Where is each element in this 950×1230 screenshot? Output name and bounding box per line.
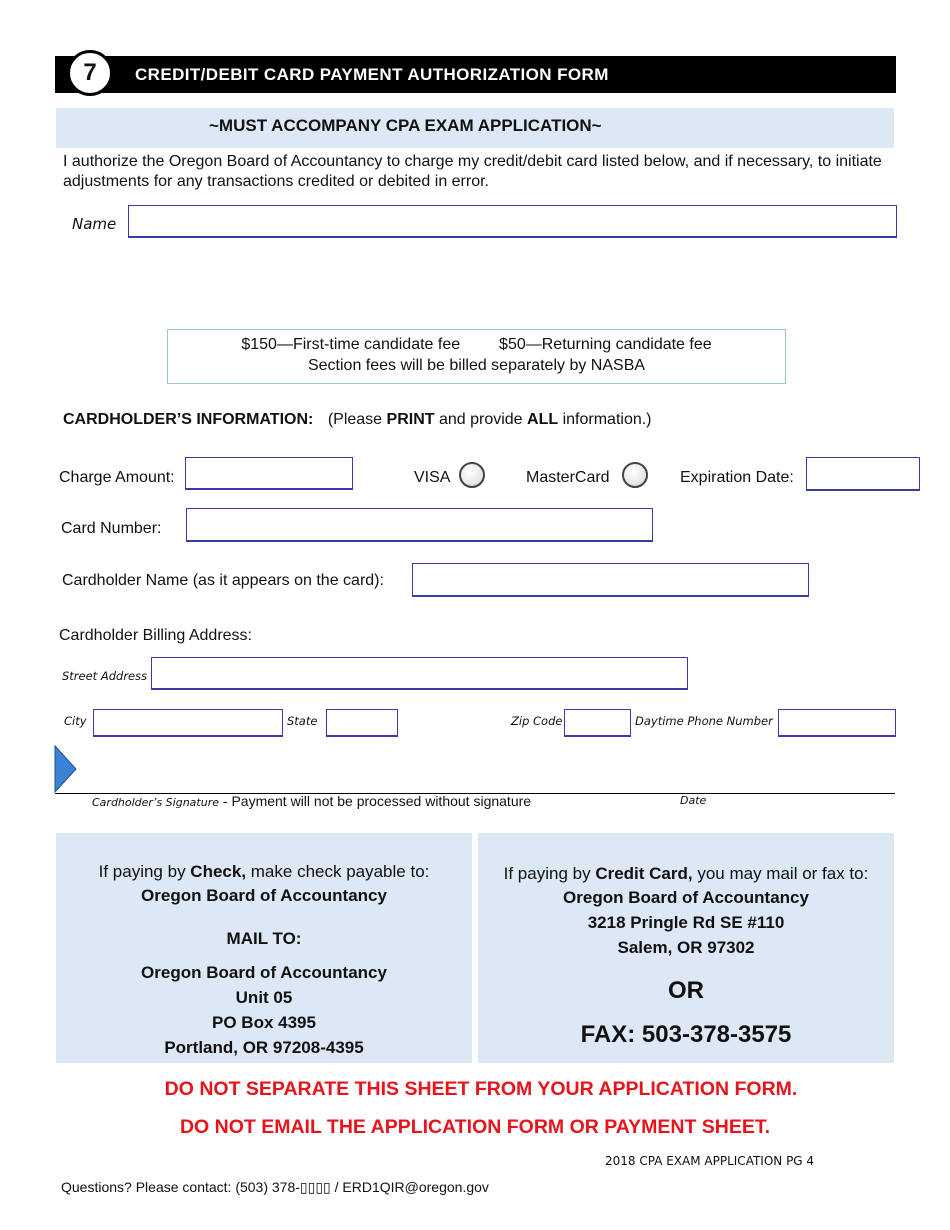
- mail-to-heading: MAIL TO:: [226, 929, 302, 948]
- section-number-badge: [67, 50, 113, 96]
- signature-caption: [92, 793, 531, 811]
- section-number: 7: [83, 59, 97, 86]
- card-number-input[interactable]: [186, 508, 653, 542]
- state-label: State: [287, 714, 318, 728]
- expiration-label: Expiration Date:: [680, 469, 794, 486]
- expiration-input[interactable]: [806, 457, 920, 491]
- mastercard-label: MasterCard: [526, 469, 610, 486]
- check-instruction: [56, 859, 472, 884]
- check-addr-4: Portland, OR 97208-4395: [164, 1038, 364, 1057]
- warning-email: DO NOT EMAIL THE APPLICATION FORM OR PAYMENT SHEET.: [179, 1116, 771, 1138]
- card-number-label: Card Number:: [61, 520, 162, 537]
- cardholder-name-label: Cardholder Name (as it appears on the card):: [62, 572, 384, 589]
- instr-prefix: (Please: [327, 411, 387, 428]
- first-time-fee: $150—First-time candidate fee: [241, 336, 461, 353]
- signature-label: Cardholder’s Signature: [92, 796, 219, 809]
- authorization-text: I authorize the Oregon Board of Accountancy to charge my credit/debit card listed below, and if necessary, to initiate adjustments for any transactions credited or debited in error.: [63, 153, 882, 190]
- check-suffix: make check payable to:: [246, 862, 430, 881]
- fax-number: FAX: 503-378-3575: [580, 1021, 792, 1048]
- instr-suffix: information.): [558, 411, 652, 428]
- signature-arrow-icon: [54, 745, 78, 793]
- date-label: Date: [680, 794, 707, 807]
- instr-all: ALL: [527, 411, 559, 428]
- mastercard-radio[interactable]: [622, 462, 648, 488]
- phone-input[interactable]: [778, 709, 896, 737]
- cardholder-name-input[interactable]: [412, 563, 809, 597]
- fee-info-box: [167, 329, 786, 384]
- accompany-banner-text: ~MUST ACCOMPANY CPA EXAM APPLICATION~: [209, 116, 602, 135]
- card-prefix: If paying by: [503, 864, 596, 883]
- city-input[interactable]: [93, 709, 283, 737]
- city-label: City: [64, 714, 87, 728]
- visa-radio[interactable]: [459, 462, 485, 488]
- check-addr-1: Oregon Board of Accountancy: [141, 963, 387, 982]
- returning-fee: $50—Returning candidate fee: [499, 336, 712, 353]
- warning-separate: DO NOT SEPARATE THIS SHEET FROM YOUR APPLICATION FORM.: [164, 1078, 798, 1100]
- page-number: 2018 CPA EXAM APPLICATION PG 4: [605, 1154, 815, 1168]
- check-payee: Oregon Board of Accountancy: [141, 886, 387, 905]
- billing-address-label: Cardholder Billing Address:: [59, 627, 252, 644]
- instr-middle: and provide: [434, 411, 528, 428]
- card-bold: Credit Card,: [595, 864, 693, 883]
- contact-info: Questions? Please contact: (503) 378-▯▯▯▯ / ERD1QIR@oregon.gov: [61, 1179, 489, 1195]
- or-text: OR: [668, 977, 704, 1004]
- name-label: Name: [72, 215, 117, 233]
- card-addr-1: Oregon Board of Accountancy: [563, 888, 809, 907]
- street-input[interactable]: [151, 657, 688, 690]
- check-addr-2: Unit 05: [235, 988, 293, 1007]
- zip-input[interactable]: [564, 709, 631, 737]
- signature-note: - Payment will not be processed without signature: [219, 793, 532, 809]
- state-input[interactable]: [326, 709, 398, 737]
- card-instruction: [478, 861, 894, 886]
- instr-print: PRINT: [386, 411, 435, 428]
- fee-line: [168, 334, 785, 355]
- name-input[interactable]: [128, 205, 897, 238]
- card-addr-2: 3218 Pringle Rd SE #110: [587, 913, 785, 932]
- card-address: [478, 885, 894, 960]
- street-label: Street Address: [62, 669, 148, 683]
- form-title: CREDIT/DEBIT CARD PAYMENT AUTHORIZATION FORM: [135, 65, 609, 84]
- nasba-note: Section fees will be billed separately by NASBA: [307, 357, 646, 374]
- check-address: [56, 960, 472, 1060]
- zip-label: Zip Code: [511, 714, 563, 728]
- check-prefix: If paying by: [98, 862, 191, 881]
- check-addr-3: PO Box 4395: [212, 1013, 316, 1032]
- charge-amount-input[interactable]: [185, 457, 353, 490]
- cardholder-info-heading: [63, 411, 652, 429]
- visa-label: VISA: [414, 469, 451, 486]
- card-suffix: you may mail or fax to:: [692, 864, 869, 883]
- check-payment-panel: [56, 833, 472, 1063]
- accompany-banner: [56, 108, 894, 148]
- cardholder-info-title: CARDHOLDER’S INFORMATION:: [63, 411, 314, 428]
- card-addr-3: Salem, OR 97302: [617, 938, 755, 957]
- phone-label: Daytime Phone Number: [635, 714, 773, 728]
- check-bold: Check,: [190, 862, 247, 881]
- charge-amount-label: Charge Amount:: [59, 469, 175, 486]
- card-payment-panel: [478, 833, 894, 1063]
